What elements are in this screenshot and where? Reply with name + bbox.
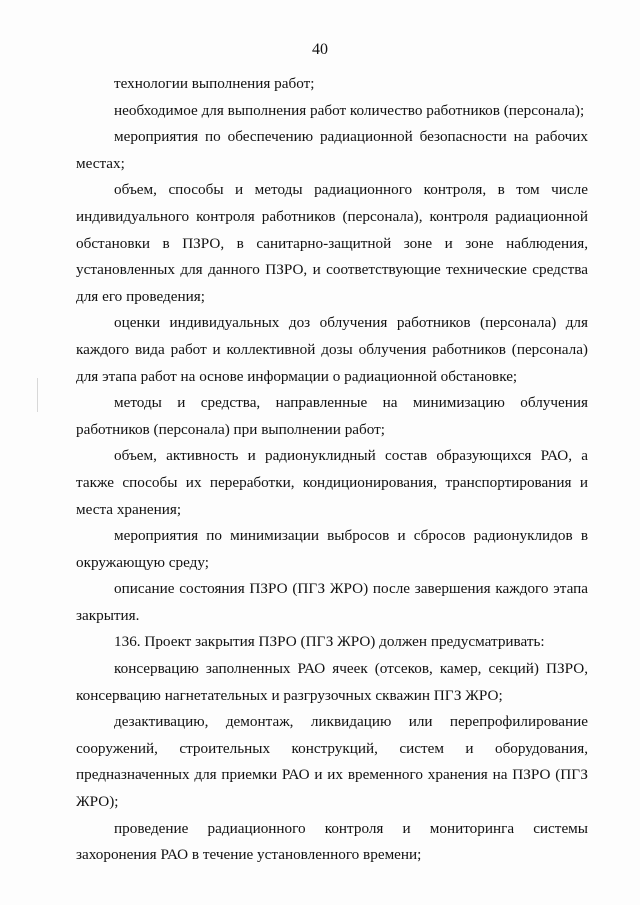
paragraph-cell-conservation: консервацию заполненных РАО ячеек (отсеков, камер, секций) ПЗРО, консервацию нагнетательных и разгрузочных скважин ПГЗ ЖРО; <box>76 660 588 704</box>
paragraph-exposure-minimization: методы и средства, направленные на минимизацию облучения работников (персонала) при выполнении работ; <box>76 394 588 438</box>
paragraph-closure-stage-state: описание состояния ПЗРО (ПГЗ ЖРО) после завершения каждого этапа закрытия. <box>76 580 588 624</box>
paragraph-radiation-control: объем, способы и методы радиационного контроля, в том числе индивидуального контроля работников (персонала), контроля радиационной обстановки в ПЗРО, в санитарно-защитной зоне и зоне наблюдения, установленных для данного ПЗРО, и соответствующие технические средства для его проведения; <box>76 181 588 305</box>
paragraph-rao-volume-activity: объем, активность и радионуклидный состав образующихся РАО, а также способы их переработки, кондиционирования, транспортирования и места хранения; <box>76 447 588 518</box>
document-body <box>76 71 588 869</box>
paragraph-work-technology: технологии выполнения работ; <box>114 75 315 92</box>
paragraph-emission-minimization: мероприятия по минимизации выбросов и сбросов радионуклидов в окружающую среду; <box>76 527 588 571</box>
paragraph-worker-count: необходимое для выполнения работ количество работников (персонала); <box>114 101 585 119</box>
paragraph-decontamination: дезактивацию, демонтаж, ликвидацию или перепрофилирование сооружений, строительных конструкций, систем и оборудования, предназначенных для приемки РАО и их временного хранения на ПЗРО (ПГЗ ЖРО); <box>76 713 588 811</box>
paragraph-item-136: 136. Проект закрытия ПЗРО (ПГЗ ЖРО) должен предусматривать: <box>114 633 545 651</box>
paragraph-monitoring: проведение радиационного контроля и мониторинга системы захоронения РАО в течение установленного времени; <box>76 819 588 864</box>
margin-scan-mark <box>37 378 38 412</box>
page-number: 40 <box>312 41 328 58</box>
paragraph-radiation-safety-measures: мероприятия по обеспечению радиационной безопасности на рабочих местах; <box>76 128 588 172</box>
paragraph-dose-estimates: оценки индивидуальных доз облучения работников (персонала) для каждого вида работ и коллективной дозы облучения работников (персонала) для этапа работ на основе информации о радиационной обстановке; <box>76 314 588 385</box>
